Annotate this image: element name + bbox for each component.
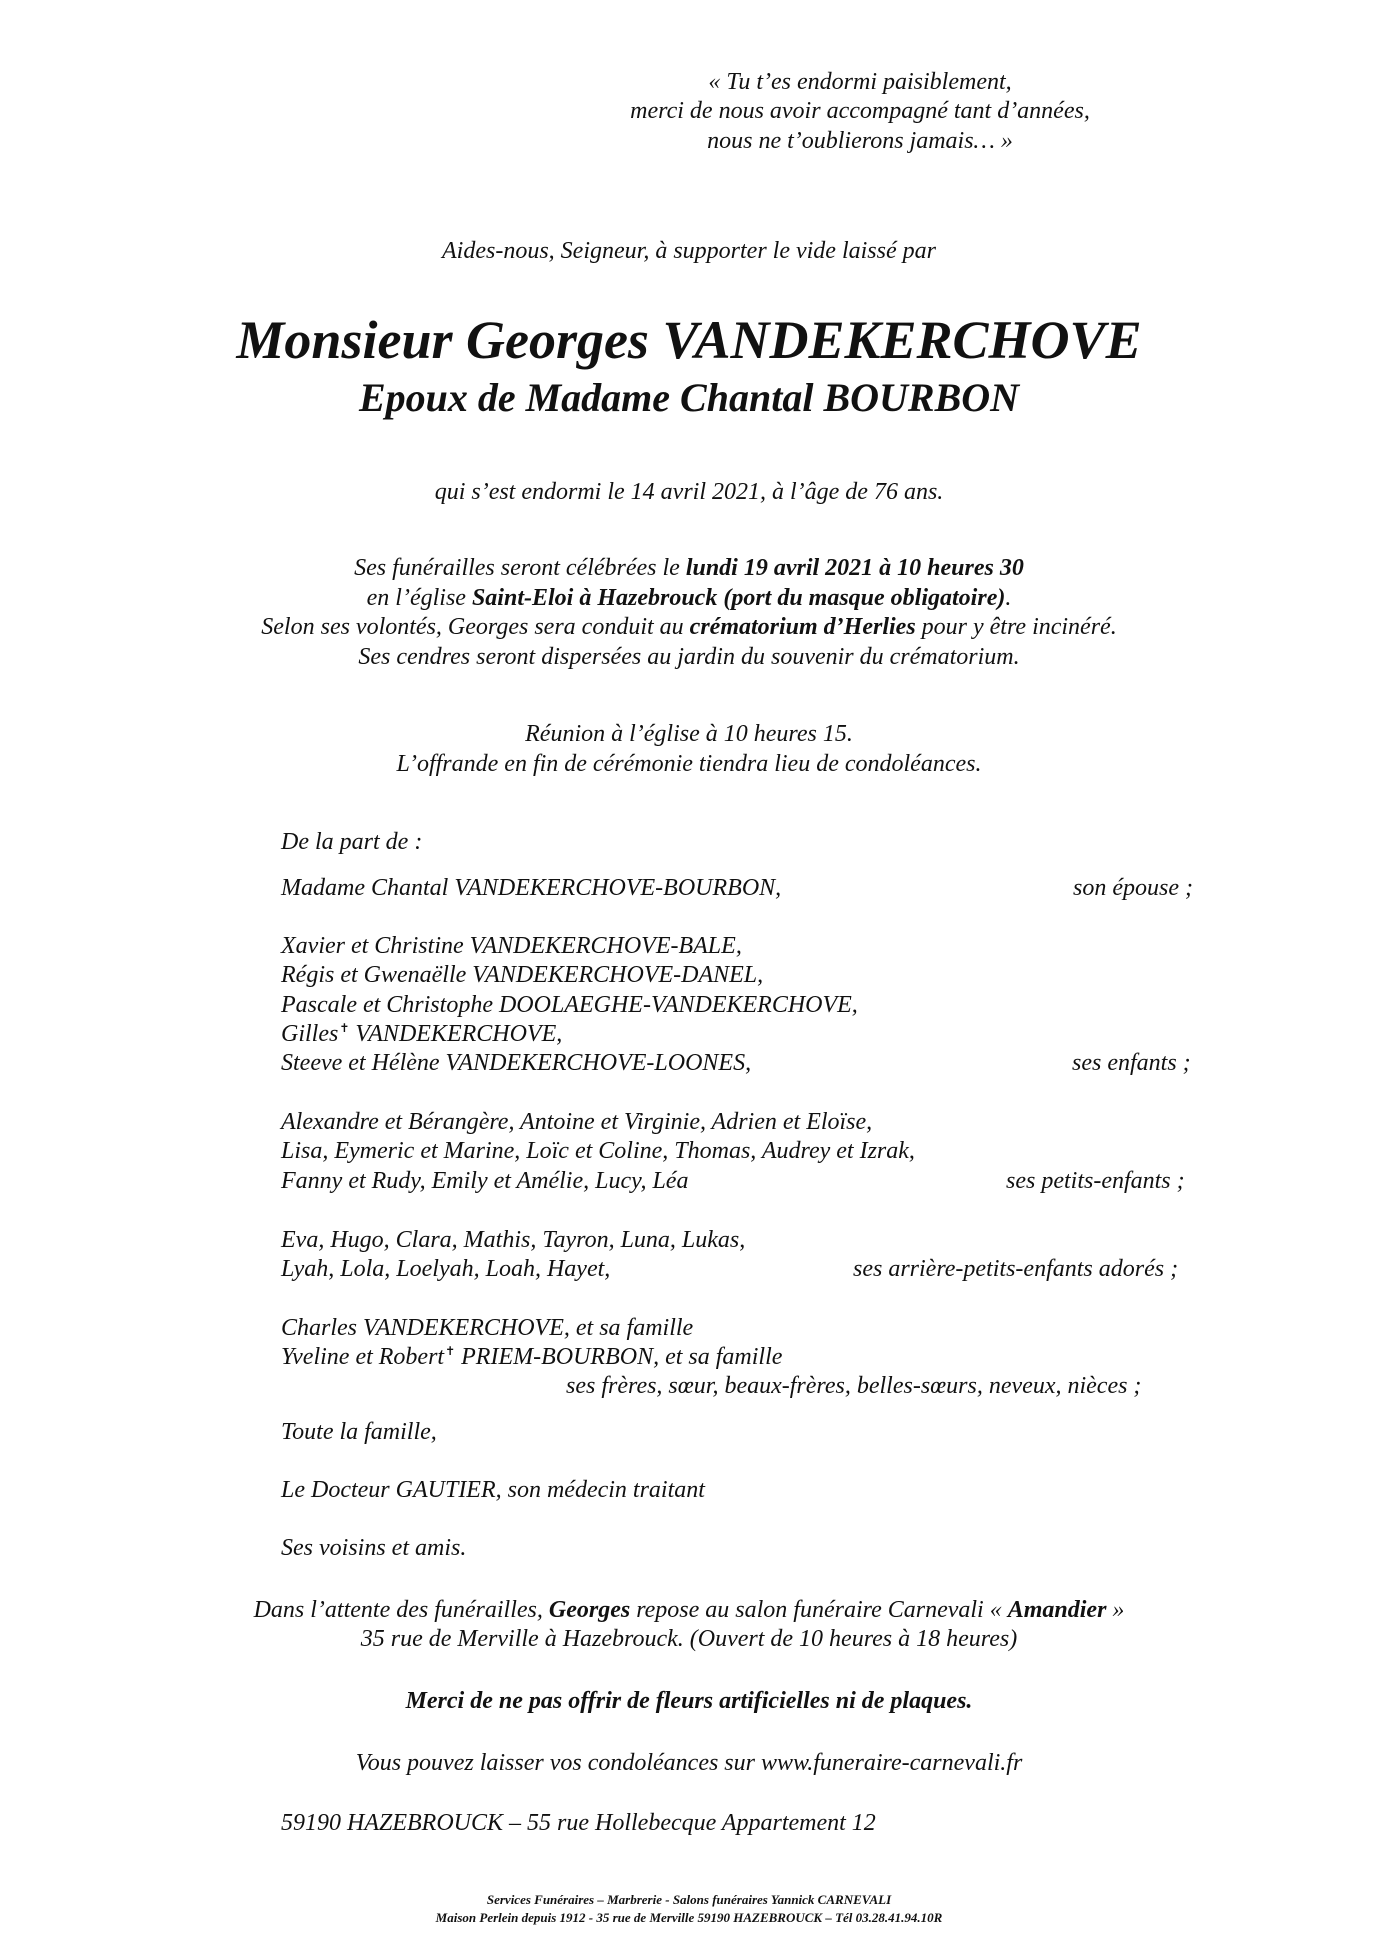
family-line: Toute la famille, <box>281 1419 437 1445</box>
cross-icon: ✝ <box>445 1344 456 1358</box>
flowers-notice: Merci de ne pas offrir de fleurs artificielles ni de plaques. <box>405 1688 973 1714</box>
crematorium-name: crématorium d’Herlies <box>689 614 916 640</box>
grandchildren-role: ses petits-enfants ; <box>1006 1168 1185 1194</box>
repose-name: Georges <box>548 1597 631 1623</box>
funeral-line-1 <box>0 556 1378 580</box>
children-role: ses enfants ; <box>1072 1050 1191 1076</box>
repose-line-2: 35 rue de Merville à Hazebrouck. (Ouvert de 10 heures à 18 heures) <box>360 1626 1018 1652</box>
sibling-surname: PRIEM-BOURBON, et sa famille <box>455 1344 783 1370</box>
cross-icon: ✝ <box>339 1021 350 1035</box>
siblings-role: ses frères, sœur, beaux-frères, belles-sœurs, neveux, nièces ; <box>566 1373 1142 1399</box>
funeral-church: Saint-Eloi à Hazebrouck (port du masque obligatoire) <box>471 585 1006 611</box>
funeral-text: pour y être incinéré. <box>915 614 1117 640</box>
footer-line: Maison Perlein depuis 1912 - 35 rue de Merville 59190 HAZEBROUCK – Tél 03.28.41.94.10R <box>435 1910 943 1925</box>
neighbours-line: Ses voisins et amis. <box>281 1535 467 1561</box>
address-line: 59190 HAZEBROUCK – 55 rue Hollebecque Appartement 12 <box>281 1810 876 1836</box>
child-name <box>281 1022 562 1046</box>
funeral-text: Selon ses volontés, Georges sera conduit au <box>261 614 690 640</box>
invocation: Aides-nous, Seigneur, à supporter le vide laissé par <box>442 238 936 264</box>
epigraph-line: nous ne t’oublierons jamais… » <box>707 128 1013 154</box>
great-grandchildren-line: Lyah, Lola, Loelyah, Loah, Hayet, <box>281 1256 611 1282</box>
salon-name: Amandier <box>1007 1597 1107 1623</box>
repose-text: » <box>1106 1597 1125 1623</box>
great-grandchildren-role: ses arrière-petits-enfants adorés ; <box>853 1256 1179 1282</box>
repose-line-1 <box>0 1598 1378 1622</box>
deceased-name: Monsieur Georges VANDEKERCHOVE <box>236 310 1142 370</box>
great-grandchildren-line: Eva, Hugo, Clara, Mathis, Tayron, Luna, Lukas, <box>281 1227 746 1253</box>
grandchildren-line: Lisa, Eymeric et Marine, Loïc et Coline, Thomas, Audrey et Izrak, <box>281 1138 915 1164</box>
child-last-name: VANDEKERCHOVE, <box>349 1021 563 1047</box>
funeral-text: Ses funérailles seront célébrées le <box>354 555 686 581</box>
funeral-date: lundi 19 avril 2021 à 10 heures 30 <box>685 555 1024 581</box>
sibling-line <box>281 1345 782 1369</box>
wife-name: Madame Chantal VANDEKERCHOVE-BOURBON, <box>281 875 782 901</box>
meeting-line: Réunion à l’église à 10 heures 15. <box>525 721 853 747</box>
wife-role: son épouse ; <box>1073 875 1193 901</box>
condolences-line: Vous pouvez laisser vos condoléances sur www.funeraire-carnevali.fr <box>355 1750 1023 1776</box>
grandchildren-line: Fanny et Rudy, Emily et Amélie, Lucy, Léa <box>281 1168 689 1194</box>
funeral-line-4: Ses cendres seront dispersées au jardin du souvenir du crématorium. <box>358 644 1020 670</box>
child-name: Xavier et Christine VANDEKERCHOVE-BALE, <box>281 933 742 959</box>
child-name: Régis et Gwenaëlle VANDEKERCHOVE-DANEL, <box>281 962 764 988</box>
sibling-names: Yveline et Robert <box>281 1344 445 1370</box>
from-label: De la part de : <box>281 829 423 855</box>
spouse-line: Epoux de Madame Chantal BOURBON <box>358 375 1020 420</box>
child-name: Steeve et Hélène VANDEKERCHOVE-LOONES, <box>281 1050 752 1076</box>
funeral-text: . <box>1005 585 1012 611</box>
sibling-line: Charles VANDEKERCHOVE, et sa famille <box>281 1315 694 1341</box>
funeral-line-2 <box>0 586 1378 610</box>
child-first-name: Gilles <box>281 1021 339 1047</box>
child-name: Pascale et Christophe DOOLAEGHE-VANDEKERCHOVE, <box>281 992 858 1018</box>
funeral-line-3 <box>0 615 1378 639</box>
doctor-line: Le Docteur GAUTIER, son médecin traitant <box>281 1477 705 1503</box>
footer-line: Services Funéraires – Marbrerie - Salons funéraires Yannick CARNEVALI <box>486 1892 892 1907</box>
repose-text: repose au salon funéraire Carnevali « <box>630 1597 1008 1623</box>
epigraph-line: « Tu t’es endormi paisiblement, <box>708 69 1012 95</box>
death-line: qui s’est endormi le 14 avril 2021, à l’âge de 76 ans. <box>434 479 944 505</box>
repose-text: Dans l’attente des funérailles, <box>253 1597 549 1623</box>
grandchildren-line: Alexandre et Bérangère, Antoine et Virginie, Adrien et Eloïse, <box>281 1109 873 1135</box>
funeral-text: en l’église <box>366 585 472 611</box>
meeting-line: L’offrande en fin de cérémonie tiendra lieu de condoléances. <box>396 751 982 777</box>
epigraph-line: merci de nous avoir accompagné tant d’années, <box>630 98 1090 124</box>
